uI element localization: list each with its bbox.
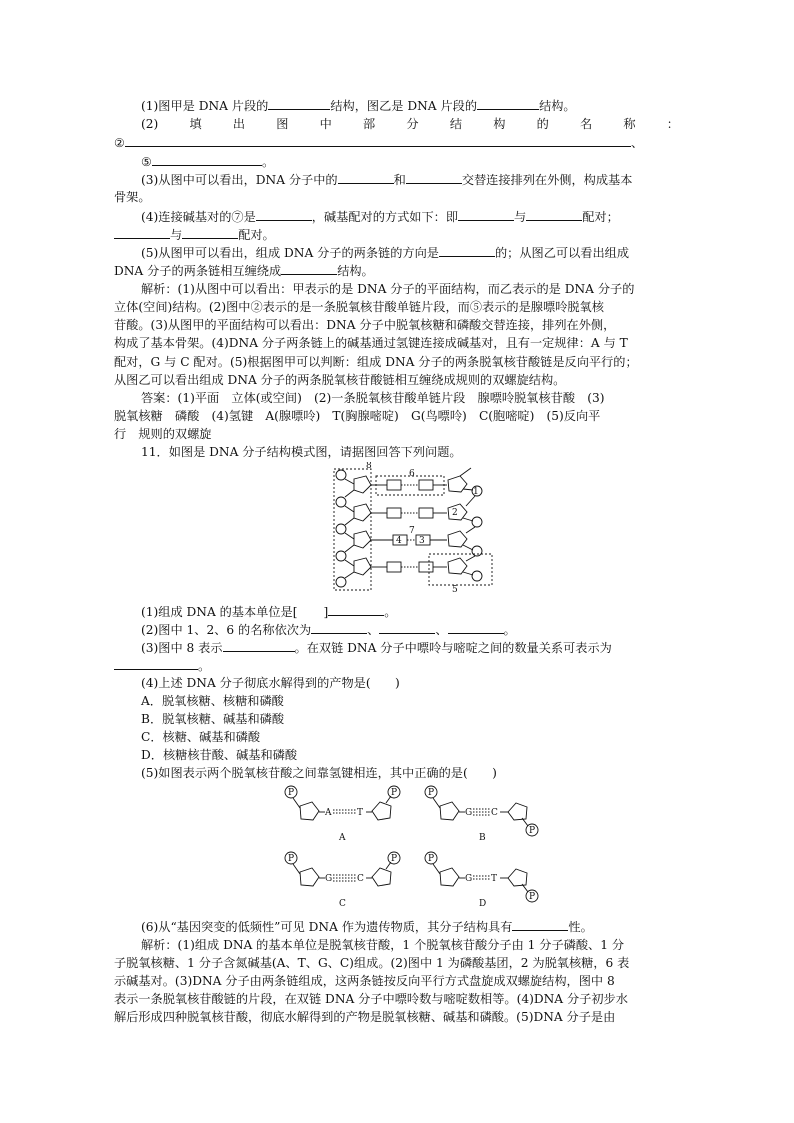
p-label: P xyxy=(529,826,536,836)
blank[interactable] xyxy=(268,97,330,110)
base-label: G xyxy=(465,808,473,818)
q11-analysis-line: 示碱基对。(3)DNA 分子由两条链组成，这两条链按反向平行方式盘旋成双螺旋结构，图中 8 xyxy=(114,974,615,988)
base-label: T xyxy=(491,874,498,884)
q11-option[interactable]: C．核糖、碱基和磷酸 xyxy=(141,730,261,744)
p-label: P xyxy=(391,788,398,798)
option-diagram-b[interactable] xyxy=(420,782,546,844)
q10-answer-line: 行 规则的双螺旋 xyxy=(114,427,212,441)
q11-analysis-line: 表示一条脱氧核苷酸链的片段，在双链 DNA 分子中嘌呤数与嘧啶数相等。(4)DNA 分子初步水 xyxy=(114,992,628,1006)
blank[interactable] xyxy=(223,639,295,652)
base-label: G xyxy=(325,874,333,884)
p-label: P xyxy=(529,892,536,902)
blank[interactable] xyxy=(182,226,238,239)
q11-part6: (6)从“基因突变的低频性”可见 DNA 作为遗传物质，其分子结构具有 性。 xyxy=(141,920,593,934)
q10-analysis-line: 解析：(1)从图中可以看出：甲表示的是 DNA 分子的平面结构，而乙表示的是 DNA 分子的 xyxy=(141,282,635,296)
blank[interactable] xyxy=(406,171,462,184)
q11-part3-cont: 。 xyxy=(114,657,210,675)
blank[interactable] xyxy=(281,262,337,275)
base-label: C xyxy=(491,808,498,818)
option-diagram-a[interactable] xyxy=(280,782,406,844)
q10-part5-cont: DNA 分子的两条链相互缠绕成 结构。 xyxy=(114,264,374,278)
blank[interactable] xyxy=(477,97,539,110)
base-label: G xyxy=(465,874,473,884)
q10-analysis-line: 从图乙可以看出组成 DNA 分子的两条脱氧核苷酸链相互缠绕成规则的双螺旋结构。 xyxy=(114,373,566,387)
base-label: C xyxy=(357,874,364,884)
p-label: P xyxy=(288,854,295,864)
base-label: A xyxy=(325,808,332,818)
blank[interactable] xyxy=(256,208,312,221)
q10-part4-cont: 与 配对。 xyxy=(114,226,275,244)
option-diagram-c[interactable] xyxy=(280,848,406,910)
q11-part1: (1)组成 DNA 的基本单位是[ ] 。 xyxy=(141,605,397,619)
q11-part3: (3)图中 8 表示 。在双链 DNA 分子中嘌呤与嘧啶之间的数量关系可表示为 xyxy=(141,641,612,655)
q11-part5: (5)如图表示两个脱氧核苷酸之间靠氢键相连，其中正确的是( ) xyxy=(141,766,497,780)
blank[interactable] xyxy=(114,657,198,670)
q10-answer-line: 答案：(1)平面 立体(或空间) (2)一条脱氧核苷酸单链片段 腺嘌呤脱氧核苷酸 (3) xyxy=(141,391,605,405)
label-5: 5 xyxy=(452,585,458,594)
q10-part1: (1)图甲是 DNA 片段的 结构，图乙是 DNA 片段的 结构。 xyxy=(141,99,576,113)
label-2: 2 xyxy=(452,508,458,518)
q10-analysis-line: 构成了基本骨架。(4)DNA 分子两条链上的碱基通过氢键连接成碱基对，且有一定规律：A 与 T xyxy=(114,336,628,350)
blank[interactable] xyxy=(152,153,262,166)
blank[interactable] xyxy=(458,208,514,221)
p-label: P xyxy=(428,854,435,864)
blank[interactable] xyxy=(512,918,568,931)
q10-analysis-line: 立体(空间)结构。(2)图中②表示的是一条脱氧核苷酸单链片段，而⑤表示的是腺嘌呤脱氧核 xyxy=(114,300,604,314)
option-letter: D xyxy=(479,899,487,909)
q11-title: 11．如图是 DNA 分子结构模式图，请据图回答下列问题。 xyxy=(141,445,462,459)
label-6: 6 xyxy=(409,469,415,479)
blank[interactable] xyxy=(448,621,504,634)
label-4: 4 xyxy=(396,536,402,546)
option-diagram-d[interactable] xyxy=(420,848,546,910)
label-7: 7 xyxy=(409,526,415,536)
q11-analysis-line: 子脱氧核糖、1 分子含氮碱基(A、T、G、C)组成。(2)图中 1 为磷酸基团，2 为脱氧核糖，6 表 xyxy=(114,956,630,970)
q11-analysis-line: 解后形成四种脱氧核苷酸，彻底水解得到的产物是脱氧核糖、碱基和磷酸。(5)DNA 分子是由 xyxy=(114,1010,616,1024)
q10-part3: (3)从图中可以看出，DNA 分子中的 和 交替连接排列在外侧，构成基本 xyxy=(141,173,633,187)
p-label: P xyxy=(428,788,435,798)
q10-analysis-line: 苷酸。(3)从图甲的平面结构可以看出：DNA 分子中脱氧核糖和磷酸交替连接，排列在外侧， xyxy=(114,318,616,332)
option-letter: B xyxy=(479,833,486,843)
p-label: P xyxy=(391,854,398,864)
blank[interactable] xyxy=(311,621,367,634)
label-8: 8 xyxy=(366,462,372,471)
q10-analysis-line: 配对，G 与 C 配对。(5)根据图甲可以判断：组成 DNA 分子的两条脱氧核苷酸链是反向平行的； xyxy=(114,355,638,369)
q11-option[interactable]: A．脱氧核糖、核糖和磷酸 xyxy=(141,694,284,708)
blank[interactable] xyxy=(328,603,384,616)
q10-part3-cont: 骨架。 xyxy=(114,190,151,204)
q10-part5: (5)从图甲可以看出，组成 DNA 分子的两条链的方向是 的；从图乙可以看出组成 xyxy=(141,246,630,260)
option-letter: C xyxy=(339,899,346,909)
q10-part4: (4)连接碱基对的⑦是 ，碱基配对的方式如下：即 与 配对； xyxy=(141,210,619,224)
q11-analysis-line: 解析：(1)组成 DNA 的基本单位是脱氧核苷酸，1 个脱氧核苷酸分子由 1 分子磷酸、1 分 xyxy=(141,938,625,952)
dna-structure-diagram xyxy=(330,462,496,594)
q11-option[interactable]: D．核糖核苷酸、碱基和磷酸 xyxy=(141,748,298,762)
blank[interactable] xyxy=(114,226,170,239)
q10-part2-answer: ② 、 xyxy=(114,136,644,150)
q11-part4: (4)上述 DNA 分子彻底水解得到的产物是( ) xyxy=(141,676,400,690)
base-label: T xyxy=(357,808,364,818)
right-strand xyxy=(448,468,482,581)
q10-part2: (2) 填 出 图 中 部 分 结 构 的 名 称 ： xyxy=(141,117,679,131)
label-1: 1 xyxy=(473,487,479,497)
left-strand xyxy=(336,470,371,587)
q11-part2: (2)图中 1、2、6 的名称依次为 、 、 。 xyxy=(141,623,516,637)
dashed-box-8 xyxy=(334,469,371,590)
blank[interactable] xyxy=(125,134,631,147)
blank[interactable] xyxy=(379,621,435,634)
label-3: 3 xyxy=(419,536,425,546)
blank[interactable] xyxy=(439,244,495,257)
blank[interactable] xyxy=(338,171,394,184)
blank[interactable] xyxy=(526,208,582,221)
option-letter: A xyxy=(339,833,346,843)
q11-option[interactable]: B．脱氧核糖、碱基和磷酸 xyxy=(141,712,285,726)
p-label: P xyxy=(288,788,295,798)
q10-part2-answer5: ⑤ 。 xyxy=(141,155,275,169)
q10-answer-line: 脱氧核糖 磷酸 (4)氢键 A(腺嘌呤) T(胸腺嘧啶) G(鸟嘌呤) C(胞嘧啶) (5)反向平 xyxy=(114,409,601,423)
